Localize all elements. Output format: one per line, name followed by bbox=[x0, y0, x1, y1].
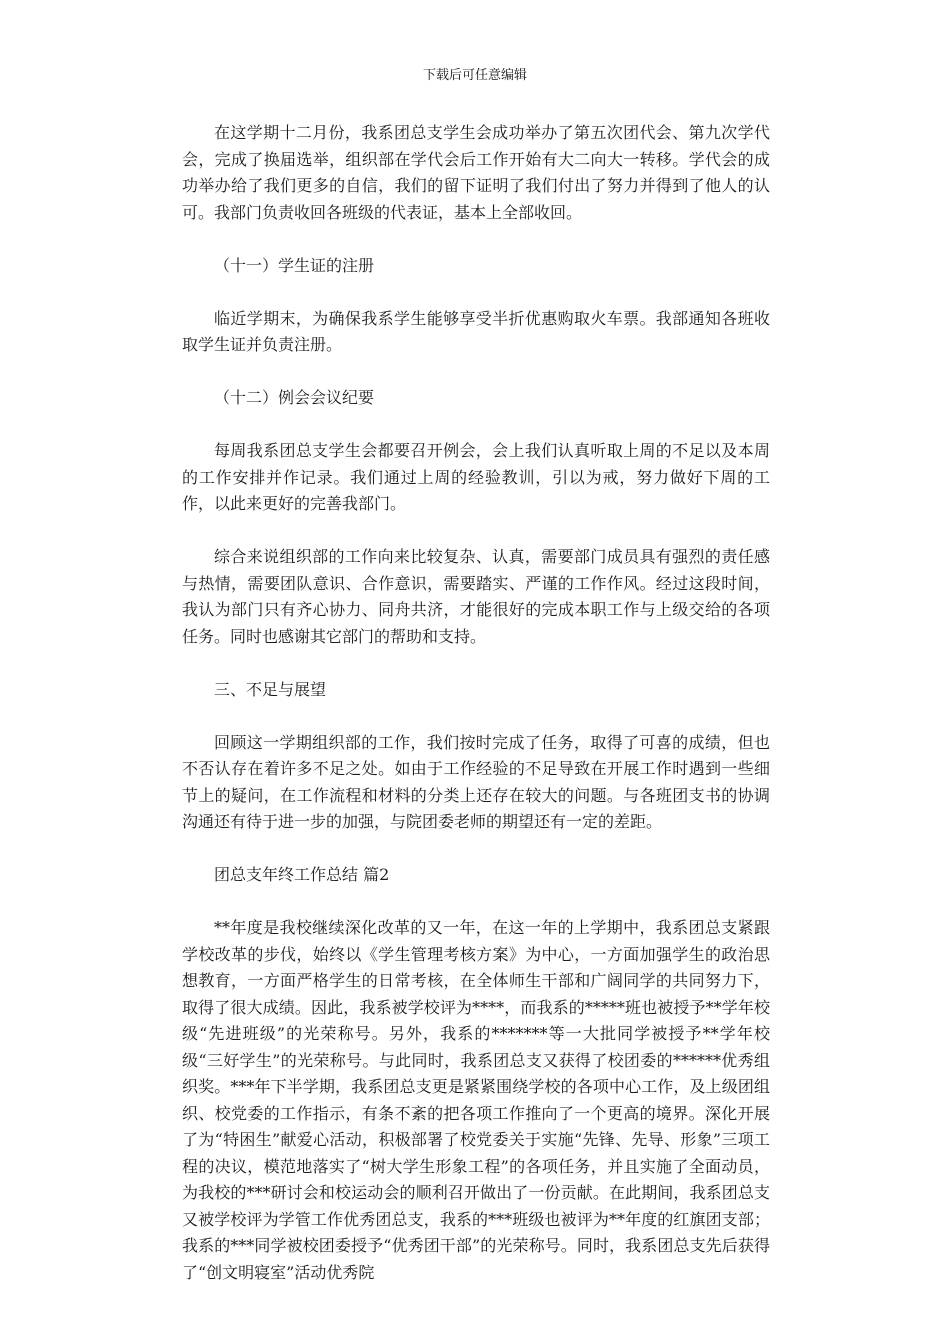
paragraph: **年度是我校继续深化改革的又一年，在这一年的上学期中，我系团总支紧跟学校改革的步伐，始终以《学生管理考核方案》为中心，一方面加强学生的政治思想教育，一方面严格学生的日常考核，在全体师生干部和广阔同学的共同努力下，取得了很大成绩。因此，我系被学校评为****，而我系的*****班也被授予**学年校级“先进班级”的光荣称号。另外，我系的*******等一大批同学被授予**学年校级“三好学生”的光荣称号。与此同时，我系团总支又获得了校团委的******优秀组织奖。***年下半学期，我系团总支更是紧紧围绕学校的各项中心工作，及上级团组织、校党委的工作指示，有条不紊的把各项工作推向了一个更高的境界。深化开展了为“特困生”献爱心活动，积极部署了校党委关于实施“先锋、先导、形象”三项工程的决议，模范地落实了“树大学生形象工程”的各项任务，并且实施了全面动员，为我校的***研讨会和校运动会的顺利召开做出了一份贡献。在此期间，我系团总支又被学校评为学管工作优秀团总支，我系的***班级也被评为**年度的红旗团支部；我系的***同学被校团委授予“优秀团干部”的光荣称号。同时，我系团总支先后获得了“创文明寝室”活动优秀院 bbox=[182, 918, 770, 1282]
paragraph: 临近学期末，为确保我系学生能够享受半折优惠购取火车票。我部通知各班收取学生证并负责注册。 bbox=[182, 308, 770, 354]
section-heading: （十二）例会会议纪要 bbox=[214, 388, 375, 407]
paragraph: 综合来说组织部的工作向来比较复杂、认真，需要部门成员具有强烈的责任感与热情，需要团队意识、合作意识，需要踏实、严谨的工作作风。经过这段时间，我认为部门只有齐心协力、同舟共济，才能很好的完成本职工作与上级交给的各项任务。同时也感谢其它部门的帮助和支持。 bbox=[182, 547, 770, 646]
paragraph: 回顾这一学期组织部的工作，我们按时完成了任务，取得了可喜的成绩，但也不否认存在着许多不足之处。如由于工作经验的不足导致在开展工作时遇到一些细节上的疑问，在工作流程和材料的分类上还存在较大的问题。与各班团支书的协调沟通还有待于进一步的加强，与院团委老师的期望还有一定的差距。 bbox=[182, 732, 770, 831]
paragraph: 每周我系团总支学生会都要召开例会，会上我们认真听取上周的不足以及本周的工作安排并作记录。我们通过上周的经验教训，引以为戒，努力做好下周的工作，以此来更好的完善我部门。 bbox=[182, 441, 770, 513]
document-body bbox=[182, 120, 770, 1286]
article-title: 团总支年终工作总结 篇2 bbox=[214, 865, 390, 884]
paragraph: 在这学期十二月份，我系团总支学生会成功举办了第五次团代会、第九次学代会，完成了换届选举，组织部在学代会后工作开始有大二向大一转移。学代会的成功举办给了我们更多的自信，我们的留下证明了我们付出了努力并得到了他人的认可。我部门负责收回各班级的代表证，基本上全部收回。 bbox=[182, 123, 770, 222]
page-header: 下载后可任意编辑 bbox=[422, 68, 527, 83]
section-heading: 三、不足与展望 bbox=[214, 679, 327, 699]
section-heading: （十一）学生证的注册 bbox=[214, 255, 375, 275]
